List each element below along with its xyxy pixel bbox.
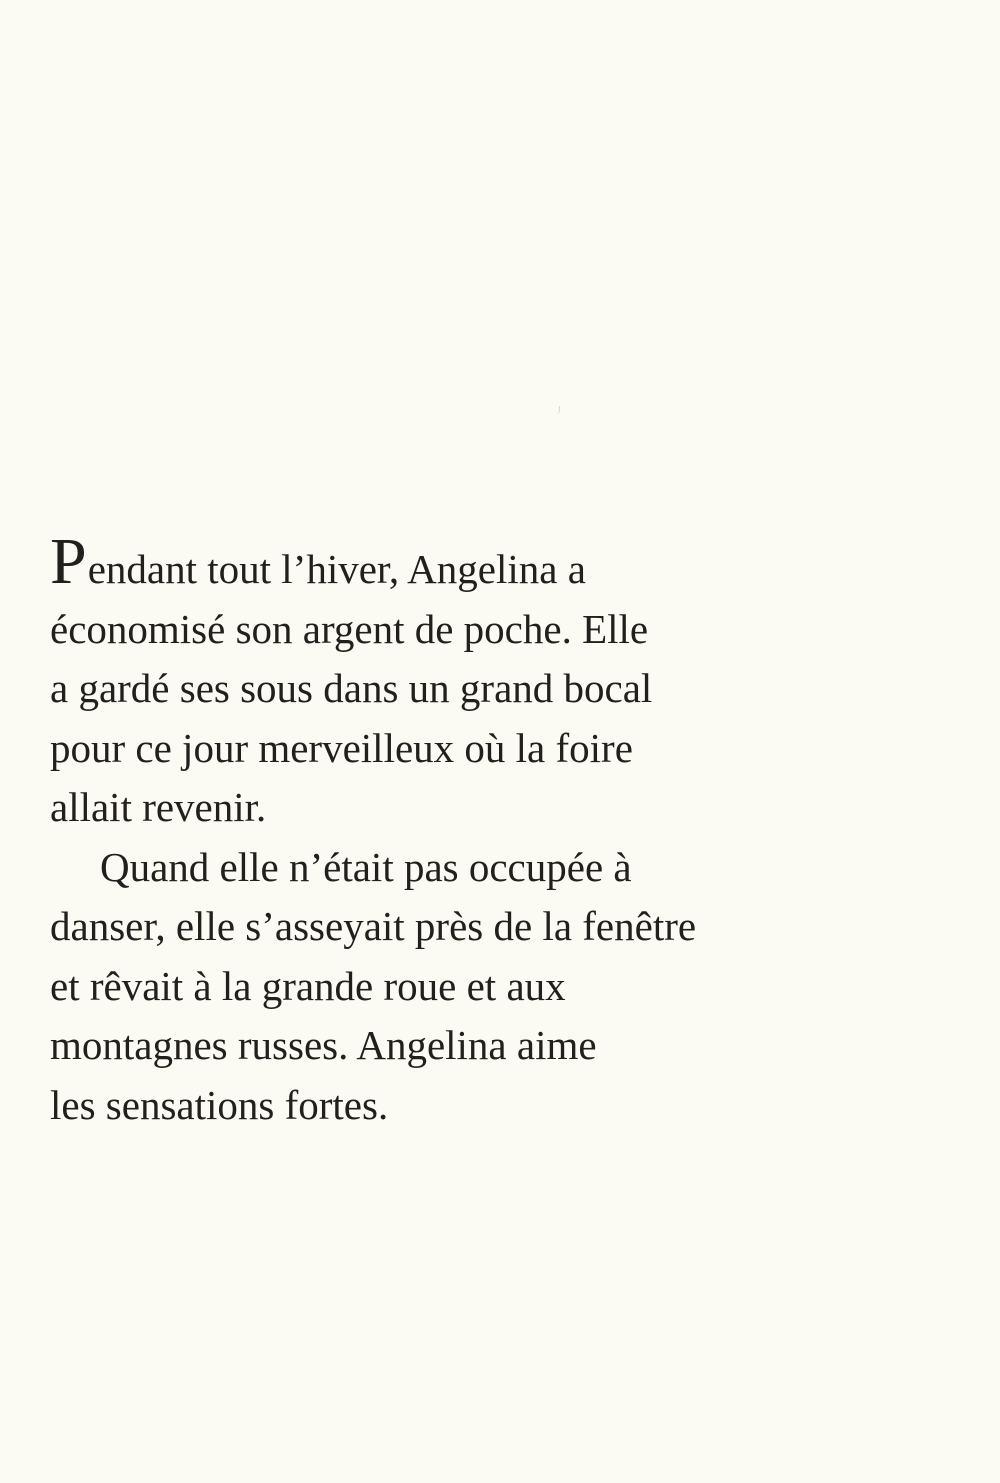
text-line-content: endant tout l’hiver, Angelina a bbox=[87, 546, 586, 592]
text-line: et rêvait à la grande roue et aux bbox=[50, 962, 566, 1009]
text-line bbox=[50, 525, 970, 600]
text-line: Quand elle n’était pas occupée à bbox=[100, 843, 632, 890]
text-line: économisé son argent de poche. Elle bbox=[50, 605, 649, 652]
text-line: danser, elle s’asseyait près de la fenêtre bbox=[50, 903, 697, 949]
paper-speck bbox=[556, 406, 560, 414]
body-text bbox=[50, 525, 970, 1135]
text-line: allait revenir. bbox=[50, 784, 267, 830]
text-line: les sensations fortes. bbox=[50, 1081, 389, 1128]
text-line: a gardé ses sous dans un grand bocal bbox=[50, 665, 653, 711]
paragraph-1 bbox=[50, 525, 970, 838]
paragraph-2 bbox=[50, 838, 970, 1136]
text-line: pour ce jour merveilleux où la foire bbox=[50, 724, 633, 771]
drop-cap: P bbox=[50, 525, 87, 598]
text-line: montagnes russes. Angelina aime bbox=[50, 1022, 597, 1068]
